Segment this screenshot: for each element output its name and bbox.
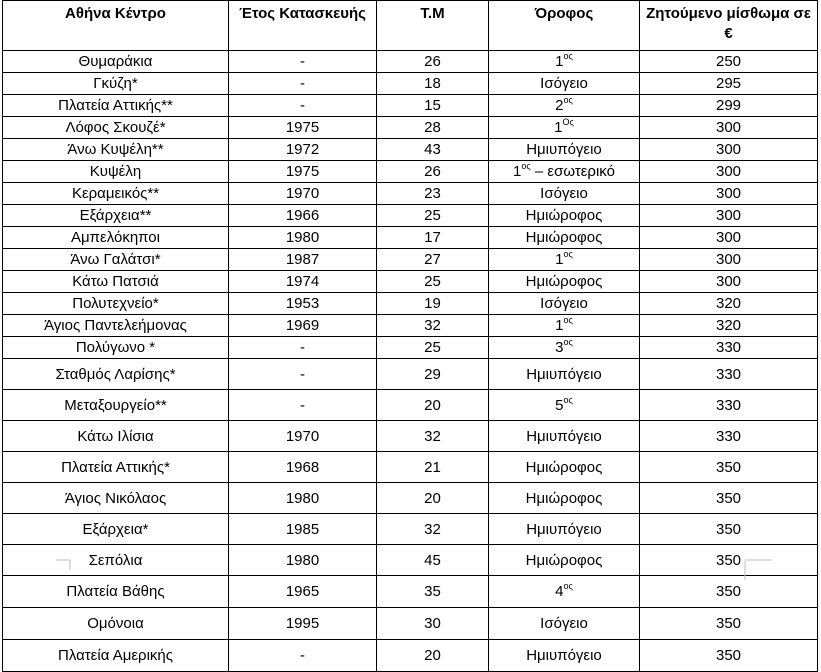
cell-area: Άνω Γαλάτσι*	[3, 249, 229, 271]
cell-sqm: 35	[377, 576, 489, 608]
table-row	[3, 390, 818, 421]
cell-rent: 350	[640, 576, 818, 608]
header-floor: Όροφος	[489, 1, 640, 51]
cell-floor: $1^{O\varsigma}$	[489, 117, 640, 139]
cell-rent: 320	[640, 293, 818, 315]
table-body	[3, 51, 818, 672]
table-row	[3, 514, 818, 545]
cell-year: 1965	[229, 576, 377, 608]
cell-sqm: 25	[377, 271, 489, 293]
cell-floor: Ημιώροφος	[489, 545, 640, 576]
table-row	[3, 183, 818, 205]
floor-ordinal: ος	[563, 315, 573, 325]
cell-area: Πλατεία Αμερικής	[3, 640, 229, 672]
cell-floor: Ημιυπόγειο	[489, 640, 640, 672]
cell-sqm: 19	[377, 293, 489, 315]
cell-year: -	[229, 337, 377, 359]
table-row	[3, 337, 818, 359]
floor-suffix: – εσωτερικό	[530, 163, 615, 180]
cell-area: Μεταξουργείο**	[3, 390, 229, 421]
table-row	[3, 271, 818, 293]
cell-rent: 295	[640, 73, 818, 95]
cell-year: 1970	[229, 183, 377, 205]
cell-rent: 330	[640, 421, 818, 452]
cell-year: -	[229, 51, 377, 73]
cell-rent: 350	[640, 608, 818, 640]
rent-table	[2, 0, 818, 672]
header-sqm: Τ.Μ	[377, 1, 489, 51]
cell-sqm: 32	[377, 421, 489, 452]
cell-sqm: 25	[377, 205, 489, 227]
floor-ordinal: Ος	[562, 117, 574, 127]
cell-rent: 350	[640, 640, 818, 672]
cell-floor: $1^{o\varsigma}$ – εσωτερικό	[489, 161, 640, 183]
cell-area: Πολύγωνο *	[3, 337, 229, 359]
cell-rent: 320	[640, 315, 818, 337]
cell-year: 1974	[229, 271, 377, 293]
cell-year: 1968	[229, 452, 377, 483]
cell-area: Άγιος Νικόλαος	[3, 483, 229, 514]
cell-floor: $2^{o\varsigma}$	[489, 95, 640, 117]
header-year: Έτος Κατασκευής	[229, 1, 377, 51]
cell-sqm: 43	[377, 139, 489, 161]
cell-sqm: 26	[377, 161, 489, 183]
cell-year: 1970	[229, 421, 377, 452]
cell-year: 1995	[229, 608, 377, 640]
cell-floor: Ημιώροφος	[489, 227, 640, 249]
table-row	[3, 51, 818, 73]
cell-area: Πλατεία Αττικής*	[3, 452, 229, 483]
cell-floor: $1^{o\varsigma}$	[489, 51, 640, 73]
cell-floor: Ισόγειο	[489, 73, 640, 95]
cell-floor: Ισόγειο	[489, 183, 640, 205]
cell-sqm: 21	[377, 452, 489, 483]
floor-ordinal: ος	[563, 581, 573, 591]
cell-sqm: 27	[377, 249, 489, 271]
table-row	[3, 576, 818, 608]
cell-area: Αμπελόκηποι	[3, 227, 229, 249]
table-row	[3, 73, 818, 95]
cell-sqm: 32	[377, 514, 489, 545]
cell-sqm: 28	[377, 117, 489, 139]
cell-year: 1975	[229, 161, 377, 183]
cell-year: 1969	[229, 315, 377, 337]
floor-ordinal: ος	[521, 161, 531, 171]
cell-floor: $3^{o\varsigma}$	[489, 337, 640, 359]
floor-ordinal: ος	[563, 249, 573, 259]
cell-rent: 330	[640, 359, 818, 390]
table-row	[3, 608, 818, 640]
cell-area: Εξάρχεια*	[3, 514, 229, 545]
cell-floor: Ημιυπόγειο	[489, 359, 640, 390]
cell-sqm: 26	[377, 51, 489, 73]
table-row	[3, 249, 818, 271]
cell-rent: 300	[640, 161, 818, 183]
cell-floor: Ημιώροφος	[489, 205, 640, 227]
cell-rent: 330	[640, 337, 818, 359]
cell-area: Εξάρχεια**	[3, 205, 229, 227]
cell-rent: 300	[640, 271, 818, 293]
cell-year: -	[229, 359, 377, 390]
cell-rent: 300	[640, 139, 818, 161]
header-rent: Ζητούμενο μίσθωμα σε €	[640, 1, 818, 51]
cell-year: -	[229, 73, 377, 95]
cell-year: 1985	[229, 514, 377, 545]
cell-sqm: 20	[377, 640, 489, 672]
cell-area: Ομόνοια	[3, 608, 229, 640]
cell-area: Γκύζη*	[3, 73, 229, 95]
header-area: Αθήνα Κέντρο	[3, 1, 229, 51]
cell-year: 1980	[229, 545, 377, 576]
cell-rent: 300	[640, 183, 818, 205]
cell-year: 1953	[229, 293, 377, 315]
cell-area: Σταθμός Λαρίσης*	[3, 359, 229, 390]
table-row	[3, 545, 818, 576]
table-row	[3, 95, 818, 117]
table-row	[3, 483, 818, 514]
table-row	[3, 139, 818, 161]
cell-sqm: 15	[377, 95, 489, 117]
cell-floor: Ημιυπόγειο	[489, 421, 640, 452]
cell-area: Άνω Κυψέλη**	[3, 139, 229, 161]
cell-sqm: 25	[377, 337, 489, 359]
table-row	[3, 205, 818, 227]
cell-sqm: 23	[377, 183, 489, 205]
cell-sqm: 30	[377, 608, 489, 640]
cell-rent: 250	[640, 51, 818, 73]
cell-year: -	[229, 95, 377, 117]
cell-rent: 350	[640, 483, 818, 514]
table-row	[3, 359, 818, 390]
table-row	[3, 293, 818, 315]
cell-area: Σεπόλια	[3, 545, 229, 576]
cell-year: 1975	[229, 117, 377, 139]
cell-floor: Ημιυπόγειο	[489, 514, 640, 545]
cell-floor: Ισόγειο	[489, 293, 640, 315]
cell-floor: $1^{o\varsigma}$	[489, 249, 640, 271]
cell-floor: Ημιώροφος	[489, 452, 640, 483]
header-row	[3, 1, 818, 51]
cell-area: Άγιος Παντελεήμονας	[3, 315, 229, 337]
cell-sqm: 18	[377, 73, 489, 95]
table-row	[3, 161, 818, 183]
cell-rent: 300	[640, 117, 818, 139]
table-row	[3, 421, 818, 452]
table-row	[3, 227, 818, 249]
cell-floor: Ημιώροφος	[489, 271, 640, 293]
cell-area: Πλατεία Βάθης	[3, 576, 229, 608]
table-row	[3, 640, 818, 672]
cell-floor: Ημιυπόγειο	[489, 139, 640, 161]
cell-year: -	[229, 390, 377, 421]
floor-ordinal: ος	[563, 95, 573, 105]
cell-floor: $5^{o\varsigma}$	[489, 390, 640, 421]
cell-rent: 299	[640, 95, 818, 117]
cell-area: Πολυτεχνείο*	[3, 293, 229, 315]
table-row	[3, 315, 818, 337]
cell-rent: 350	[640, 514, 818, 545]
cell-floor: $4^{o\varsigma}$	[489, 576, 640, 608]
cell-rent: 330	[640, 390, 818, 421]
cell-area: Πλατεία Αττικής**	[3, 95, 229, 117]
floor-ordinal: ος	[563, 394, 573, 405]
table-row	[3, 117, 818, 139]
cell-year: 1980	[229, 227, 377, 249]
cell-sqm: 20	[377, 390, 489, 421]
cell-area: Κυψέλη	[3, 161, 229, 183]
cell-sqm: 32	[377, 315, 489, 337]
cell-year: 1966	[229, 205, 377, 227]
cell-year: 1987	[229, 249, 377, 271]
cell-rent: 300	[640, 249, 818, 271]
floor-ordinal: ος	[563, 51, 573, 61]
floor-ordinal: ος	[563, 337, 573, 347]
cell-rent: 350	[640, 545, 818, 576]
cell-rent: 300	[640, 205, 818, 227]
cell-floor: Ημιώροφος	[489, 483, 640, 514]
cell-rent: 350	[640, 452, 818, 483]
cell-area: Κάτω Ιλίσια	[3, 421, 229, 452]
cell-sqm: 17	[377, 227, 489, 249]
table-row	[3, 452, 818, 483]
cell-year: 1972	[229, 139, 377, 161]
cell-area: Θυμαράκια	[3, 51, 229, 73]
cell-area: Κεραμεικός**	[3, 183, 229, 205]
cell-sqm: 20	[377, 483, 489, 514]
cell-floor: Ισόγειο	[489, 608, 640, 640]
cell-year: 1980	[229, 483, 377, 514]
cell-sqm: 45	[377, 545, 489, 576]
cell-area: Λόφος Σκουζέ*	[3, 117, 229, 139]
cell-rent: 300	[640, 227, 818, 249]
cell-year: -	[229, 640, 377, 672]
cell-floor: $1^{o\varsigma}$	[489, 315, 640, 337]
cell-sqm: 29	[377, 359, 489, 390]
cell-area: Κάτω Πατσιά	[3, 271, 229, 293]
